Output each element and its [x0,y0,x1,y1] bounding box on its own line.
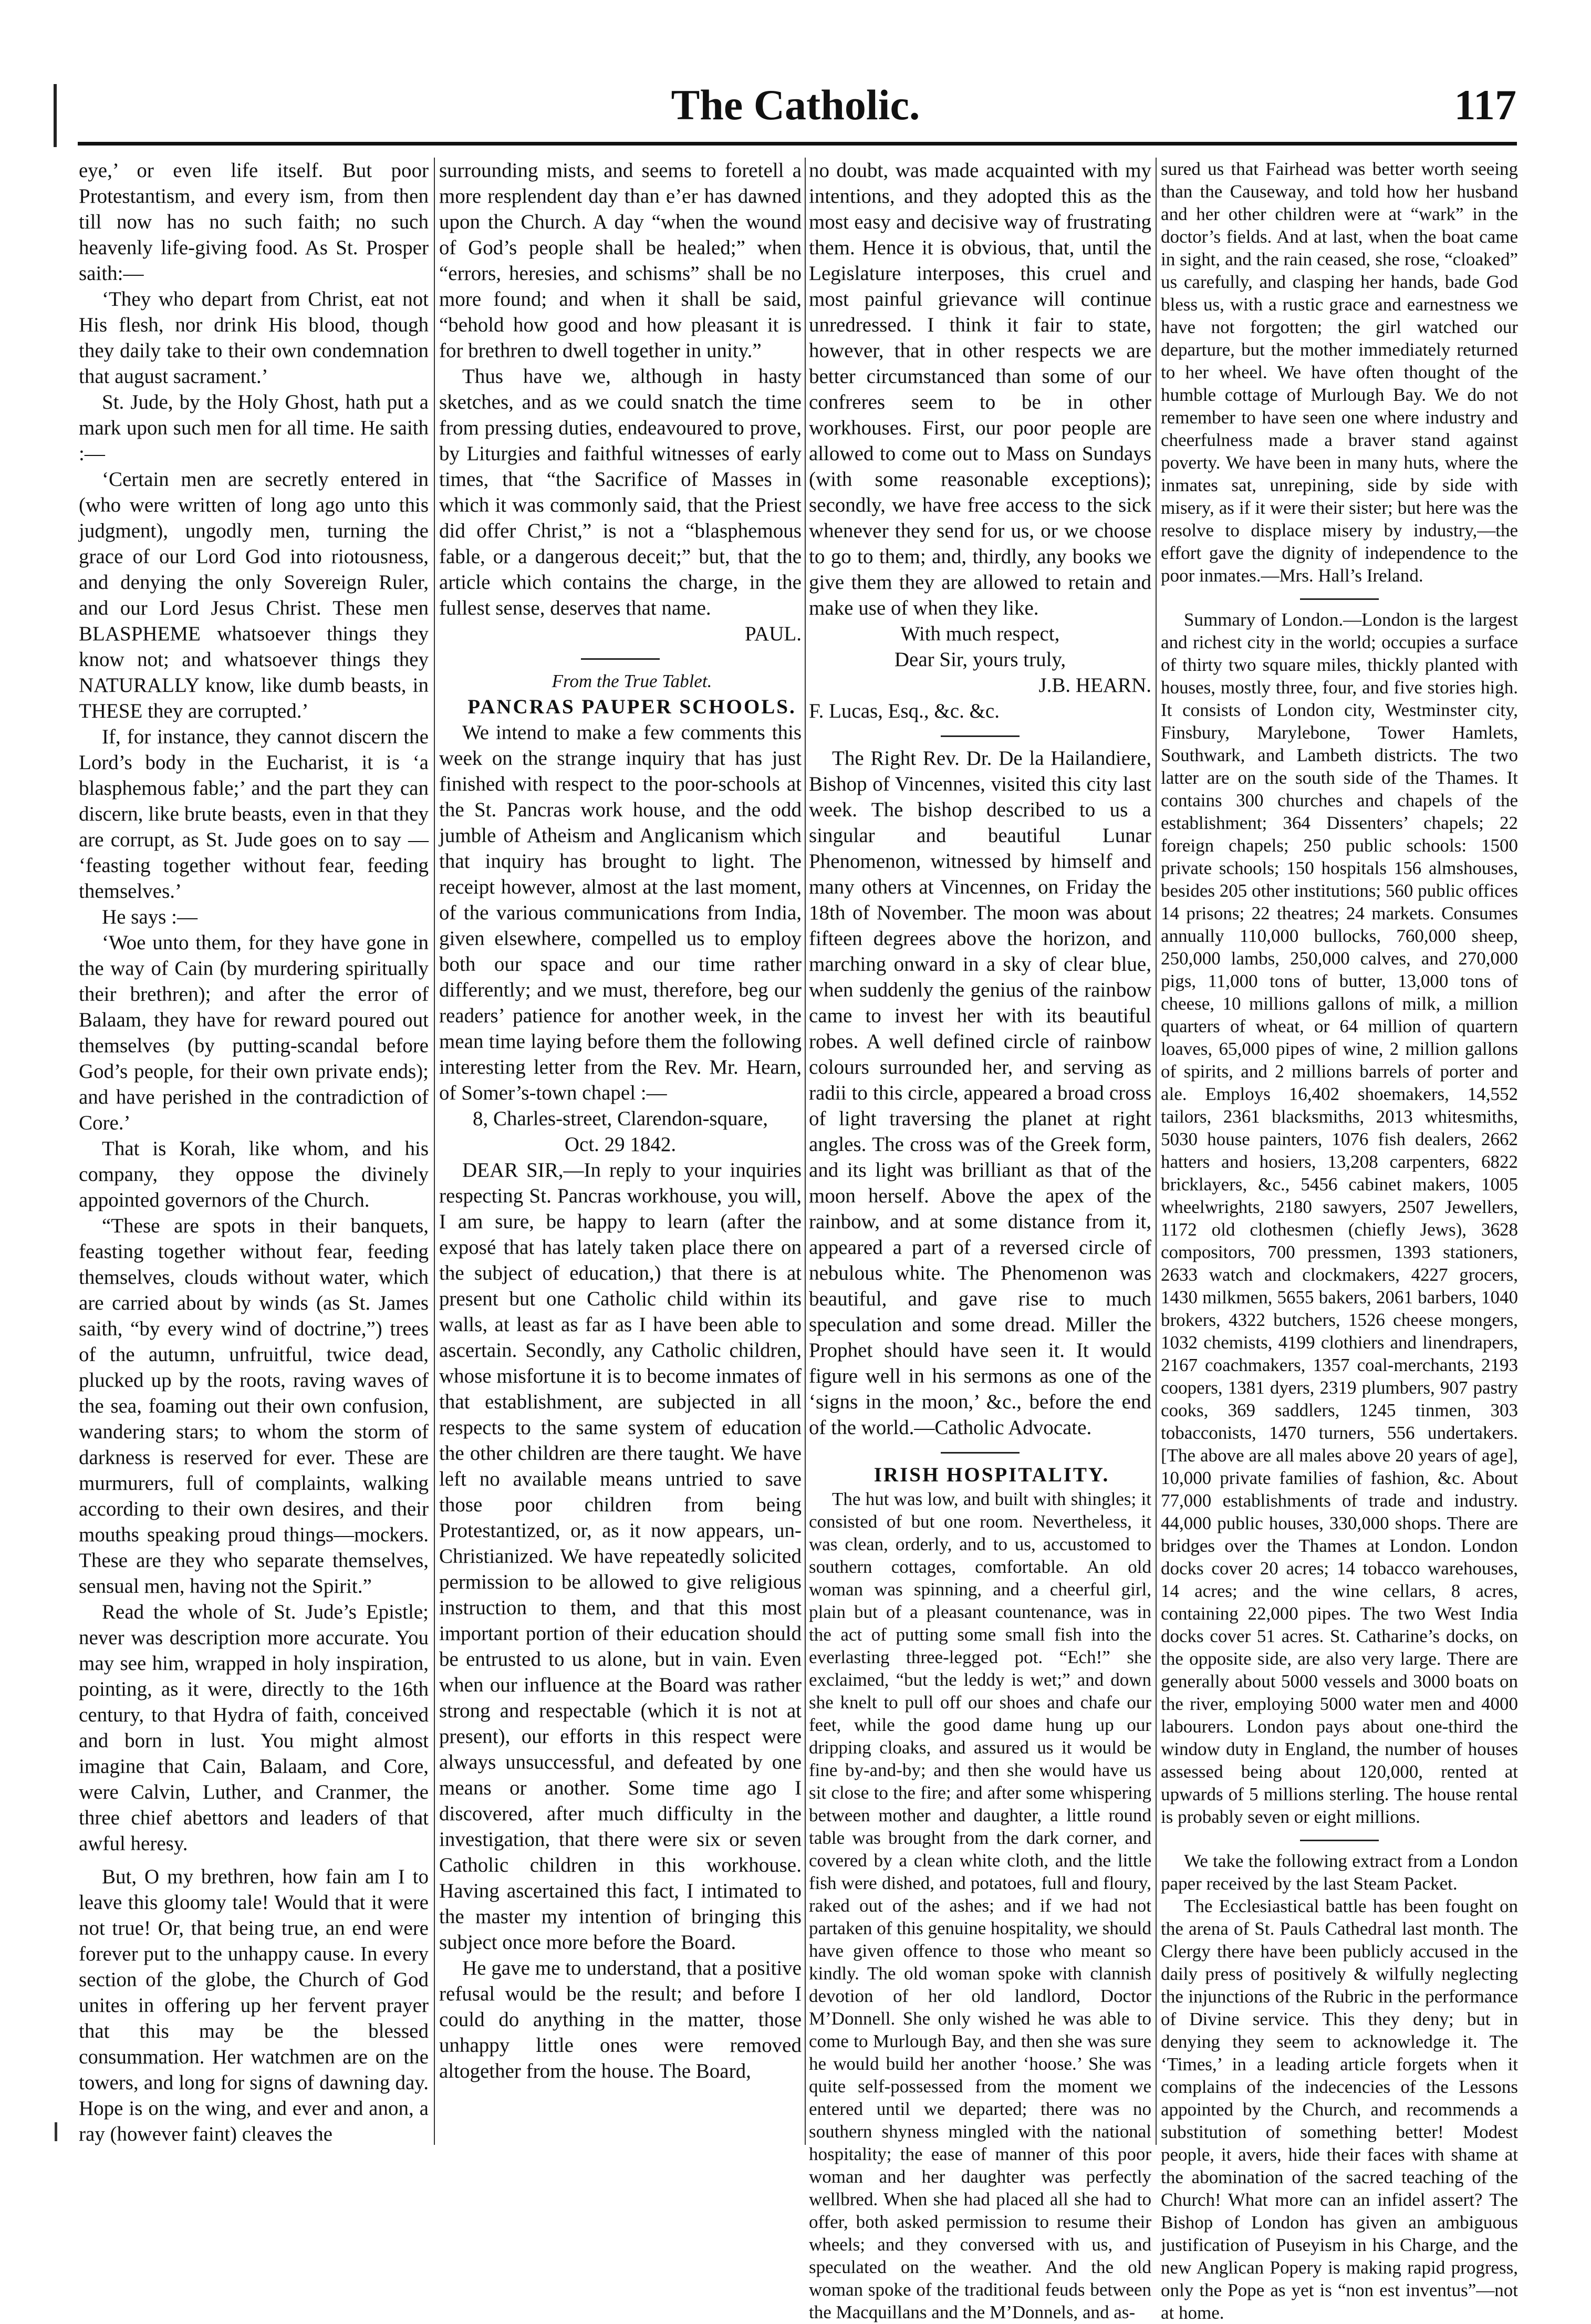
section-divider [1300,598,1379,600]
paragraph: We intend to make a few comments this week on the strange inquiry that has just finished with respect to the poor-schools at the St. Pancras work house, and the odd jumble of Atheism and Anglicanism which that inquiry has brought to light. The receipt however, almost at the last moment, of the various communications from India, given elsewhere, compelled us to employ both our space and our time rather differently; and we must, therefore, beg our readers’ patience for another week, in the mean time laying before them the following interesting letter from the Rev. Mr. Hearn, of Somer’s-town chapel :— [439,721,802,1104]
paragraph: Summary of London.—London is the largest and richest city in the world; occupies a surface of thirty two square miles, thickly planted with houses, mostly three, four, and five stories high. It consists of London city, Westminster city, Finsbury, Marylebone, Tower Hamlets, Southwark, and Lambeth districts. The two latter are on the south side of the Thames. It contains 300 churches and chapels of the establishment; 364 Dissenters’ chapels; 22 foreign chapels; 250 public schools: 1500 private schools; 150 hospitals 156 almshouses, besides 205 other institutions; 560 public offices 14 prisons; 22 theatres; 24 markets. Consumes annually 110,000 bullocks, 760,000 sheep, 250,000 lambs, 250,000 calves, and 270,000 pigs, 11,000 tons of butter, 13,000 tons of cheese, 10 millions gallons of milk, a million quarters of wheat, or 64 million of quartern loaves, 65,000 pipes of wine, 2 million gallons of spirits, and 2 millions barrels of porter and ale. Employs 16,402 shoemakers, 14,552 tailors, 2361 blacksmiths, 2013 whitesmiths, 5030 house painters, 1076 fish dealers, 2662 hatters and hosiers, 13,208 carpenters, 6822 bricklayers, &c., 5456 cabinet makers, 1005 wheelwrights, 2180 sawyers, 2507 Jewellers, 1172 old clothesmen (chiefly Jews), 3628 compositors, 700 pressmen, 1393 stationers, 2633 watch and clockmakers, 4227 grocers, 1430 milkmen, 5655 bakers, 2061 barbers, 1040 brokers, 4322 butchers, 1526 cheese mongers, 1032 chemists, 4199 clothiers and linendrapers, 2167 coachmakers, 1357 coal-merchants, 2193 coopers, 1381 dyers, 2319 plumbers, 907 pastry cooks, 369 saddlers, 1245 tinmen, 303 tobacconists, 1470 turners, 556 undertakers. [The above are all males above 20 years of age], 10,000 private families of fashion, &c. About 77,000 establishments of trade and industry. 44,000 public houses, 330,000 shops. There are bridges over the Thames at London. London docks cover 20 acres; 14 tobacco warehouses, 14 acres; and the wine cellars, 8 acres, containing 22,000 pipes. The two West India docks cover 51 acres. St. Catharine’s docks, on the opposite side, are also very large. There are generally about 5000 vessels and 3000 boats on the river, employing 5000 water men and 4000 labourers. London pays about one-third the window duty in England, the number of houses assessed being about 120,000, rented at upwards of 5 millions sterling. The house rental is probably seven or eight millions. [1161,609,1518,1827]
letter-signer: J.B. HEARN. [1038,674,1151,697]
quotation: ‘Woe unto them, for they have gone in the way of Cain (by murdering spiritually their brethren); and after the error of Balaam, they have for reward poured out themselves (by putting-scandal before God’s people, for their own private ends); and have perished in the contradiction of Core.’ [79,931,429,1134]
binding-mark-bottom [55,2122,57,2141]
paragraph: sured us that Fairhead was better worth seeing than the Causeway, and told how her husband and her other children were at “wark” in the doctor’s fields. And at last, when the boat came in sight, and the rain ceased, she rose, “cloaked” us carefully, and clasping her hands, bade God bless us, with a rustic grace and earnestness we have not forgotten; the girl watched our departure, but the mother immediately returned to her wheel. We have often thought of the humble cottage of Murlough Bay. We do not remember to have seen one where industry and cheerfulness made a braver stand against poverty. We have been in many huts, where the inmates sat, unrepining, side by side with misery, as if it were their sister; but here was the resolve to displace misery by industry,—the effort gave the dignity of independence to the poor inmates.—Mrs. Hall’s Ireland. [1161,159,1518,586]
paragraph: The Ecclesiastical battle has been fought on the arena of St. Pauls Cathedral last month. The Clergy there have been publicly accused in the daily press of positively & wilfully neglecting the injunctions of the Rubric in the performance of Divine service. This they deny; but in denying they seem to acknowledge it. The ‘Times,’ in a leading article forgets when it complains of the indecencies of the Lessons appointed by the Church, and recommends a substitution of something better! Modest people, it avers, hide their faces with shame at the abomination of the sacred teaching of the Church! What more can an infidel assert? The Bishop of London has given an ambiguous justification of Puseyism in his Charge, and the new Anglican Popery is making rapid progress, only the Pope as yet is “non est inventus”—not at home. [1161,1896,1518,2323]
paragraph: eye,’ or even life itself. But poor Protestantism, and every ism, from then till now has no such faith; no such heavenly life-giving food. As St. Prosper saith:— [79,159,429,285]
letter-recipient: F. Lucas, Esq., &c. &c. [809,700,1000,722]
column-rule [805,158,806,2145]
article-heading: PANCRAS PAUPER SCHOOLS. [467,696,796,718]
letter-address: 8, Charles-street, Clarendon-square, [472,1107,768,1130]
quotation: ‘They who depart from Christ, eat not His flesh, nor drink His blood, though they daily take to their own condemnation that august sacrament.’ [79,288,429,388]
paragraph: no doubt, was made acquainted with my intentions, and they adopted this as the most easy and decisive way of frustrating them. Hence it is obvious, that, until the Legislature interposes, this cruel and most painful grievance will continue unredressed. I think it fair to state, however, that in other respects we are better circumstanced than some of our confreres seem to be in other workhouses. First, our poor people are allowed to come out to Mass on Sundays (with some reasonable exceptions); secondly, we have free access to the sick whenever they send for us, or we choose to go to them; and, thirdly, any books we give them they are allowed to retain and make use of when they like. [809,159,1151,619]
section-divider [941,735,1020,737]
section-divider [1300,1840,1379,1841]
paragraph: Read the whole of St. Jude’s Epistle; never was description more accurate. You may see him, wrapped in holy inspiration, pointing, as it were, directly to the 16th century, to that Hydra of faith, conceived and born in lust. You might almost imagine that Cain, Balaam, and Core, were Calvin, Luther, and Cranmer, the three chief abettors and leaders of that awful heresy. [79,1601,429,1855]
quotation: “These are spots in their banquets, feasting together without fear, feeding themselves, clouds without water, which are carried about by winds (as St. James saith, “by every wind of doctrine,”) trees of the autumn, unfruitful, twice dead, plucked up by the roots, raving waves of the sea, foaming out their own confusion, wandering stars; to whom the storm of darkness is reserved for ever. These are murmurers, full of complaints, walking according to their own desires, and their mouths speaking proud things—mockers. These are they who separate themselves, sensual men, having not the Spirit.” [79,1215,429,1597]
article-heading: IRISH HOSPITALITY. [874,1464,1110,1486]
paragraph: We take the following extract from a London paper received by the last Steam Packet. [1161,1851,1518,1894]
paragraph: That is Korah, like whom, and his company, they oppose the divinely appointed governors of the Church. [79,1137,429,1211]
section-divider [941,1452,1020,1454]
source-credit: From the True Tablet. [552,671,712,691]
paragraph: But, O my brethren, how fain am I to leave this gloomy tale! Would that it were not true! Or, that being true, an end were forever put to the unhappy cause. In every section of the globe, the Church of God unites in offering up her fervent prayer that this may be the blessed consummation. Her watchmen are on the towers, and long for signs of dawning day. Hope is on the wing, and ever and anon, a ray (however faint) cleaves the [79,1865,429,2145]
column-3 [809,158,1151,2322]
paragraph: He says :— [102,906,197,928]
column-2 [439,158,802,2150]
letter-closing: With much respect, [900,622,1060,645]
paragraph: The hut was low, and built with shingles; it consisted of but one room. Nevertheless, it was clean, orderly, and to us, accustomed to southern cottages, comfortable. An old woman was spinning, and a cheerful girl, plain but of a pleasant countenance, was in the act of putting some small fish into the everlasting three-legged pot. “Ech!” she exclaimed, “but the leddy is wet;” and down she knelt to pull off our shoes and chafe our feet, while the good dame hung up our dripping cloaks, and assured us it would be fine by-and-by; and then she would have us sit close to the fire; and after some whispering between mother and daughter, a little round table was brought from the dark corner, and covered by a clean white cloth, and the little fish were dished, and potatoes, full and floury, raked out of the ashes; and if we had not partaken of this genuine hospitality, we should have given offence to those who meant so kindly. The old woman spoke with clannish devotion of her old landlord, Doctor M’Donnell. She only wished he was able to come to Murlough Bay, and then she was sure he would build her another ‘hoose.’ She was quite self-possessed from the moment we entered until we departed; there was no southern shyness mingled with the national hospitality; the ease of manner of this poor woman and her daughter was perfectly wellbred. When she had placed all she had to offer, both asked permission to resume their wheels; and they conversed with us, and speculated on the weather. And the old woman spoke of the traditional feuds between the Macquillans and the M’Donnels, and as- [809,1489,1151,2322]
letter-closing: Dear Sir, yours truly, [894,648,1066,671]
masthead-rule [78,142,1517,146]
section-divider [581,658,660,660]
column-1 [79,158,429,2150]
column-rule [1156,158,1157,2145]
paragraph: DEAR SIR,—In reply to your inquiries respecting St. Pancras workhouse, you will, I am sure, be happy to learn (after the exposé that has lately taken place there on the subject of education,) that there is at present but one Catholic child within its walls, at least as far as I have been able to ascertain. Secondly, any Catholic children, whose misfortune it is to become inmates of that establishment, are subjected in all respects to the same system of education the other children are there taught. We have left no available means untried to save those poor children from being Protestantized, or, as it now appears, un-Christianized. We have repeatedly solicited permission to be allowed to give religious instruction to them, and that this most important portion of their education should be entrusted to us alone, but in vain. Even when our influence at the Board was rather strong and respectable (which it is not at present), our efforts in this respect were always unsuccessful, and defeated by one means or another. Some time ago I discovered, after much difficulty in the investigation, that there were six or seven Catholic children in this workhouse. Having ascertained this fact, I intimated to the master my intention of bringing this subject once more before the Board. [439,1159,802,1954]
quotation: ‘Certain men are secretly entered in (who were written of long ago unto this judgment), ungodly men, turning the grace of our Lord God into riotousness, and denying the only Sovereign Ruler, and our Lord Jesus Christ. These men BLASPHEME whatsoever things they know not; and whatsoever things they NATURALLY know, like dumb beasts, in THESE they are corrupted.’ [79,468,429,722]
paragraph: St. Jude, by the Holy Ghost, hath put a mark upon such men for all time. He saith :— [79,391,429,465]
paragraph: The Right Rev. Dr. De la Hailandiere, Bishop of Vincennes, visited this city last week. The bishop described to us a singular and beautiful Lunar Phenomenon, witnessed by himself and many others at Vincennes, on Friday the 18th of November. The moon was about fifteen degrees above the horizon, and marching onward in a sky of clear blue, when suddenly the genius of the rainbow came to invest her with its beautiful robes. A well defined circle of rainbow colours surrounded her, and serving as radii to this circle, appeared a broad cross of light traversing the planet at right angles. The cross was of the Greek form, and its light was brilliant as that of the moon herself. Above the apex of the rainbow, and at some distance from it, appeared a part of a reversed circle of nebulous white. The Phenomenon was beautiful, and gave rise to much speculation and some dread. Miller the Prophet should have seen it. It would figure well in his sermons as one of the ‘signs in the moon,’ &c., before the end of the world.—Catholic Advocate. [809,747,1151,1439]
signature: PAUL. [744,622,802,645]
paragraph: Thus have we, although in hasty sketches, and as we could snatch the time from pressing duties, endeavoured to prove, by Liturgies and faithful witnesses of early times, that “the Sacrifice of Masses in which it was commonly said, that the Priest did offer Christ,” is not a “blasphemous fable, or a dangerous deceit;” but, that the article which contains the charge, in the fullest sense, deserves that name. [439,365,802,619]
column-rule [434,158,435,2145]
page-number: 117 [1454,81,1516,129]
paragraph: If, for instance, they cannot discern the Lord’s body in the Eucharist, it is ‘a blasphemous fable;’ and the part they can discern, like brute beasts, even in that they are corrupt, as St. Jude goes on to say — ‘feasting together without fear, feeding themselves.’ [79,725,429,902]
page-title: The Catholic. [671,81,920,129]
column-4 [1161,158,1518,2323]
paragraph: surrounding mists, and seems to foretell a more resplendent day than e’er has dawned upon the Church. A day “when the wound of God’s people shall be healed;” when “errors, heresies, and schisms” shall be no more found; and when it shall be said, “behold how good and how pleasant it is for brethren to dwell together in unity.” [439,159,802,362]
letter-date: Oct. 29 1842. [564,1133,677,1156]
masthead [0,79,1591,137]
paragraph: He gave me to understand, that a positive refusal would be the result; and before I could do anything in the matter, those unhappy little ones were removed altogether from the house. The Board, [439,1957,802,2082]
